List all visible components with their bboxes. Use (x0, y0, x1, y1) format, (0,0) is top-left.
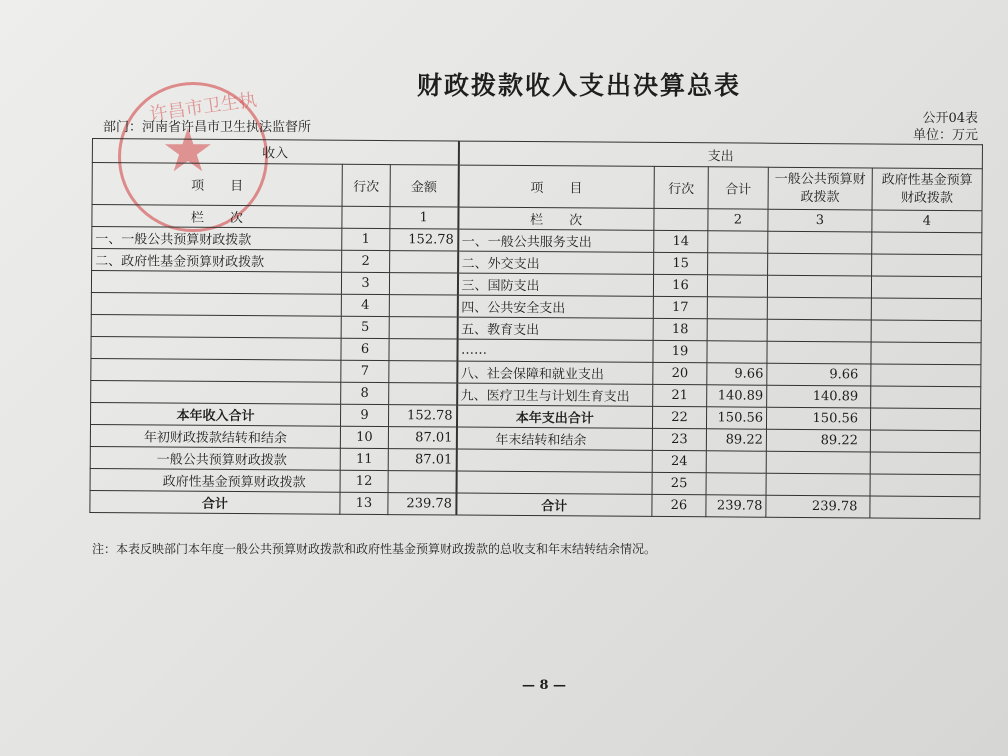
income-amount-cell: 239.78 (388, 493, 456, 515)
income-rowno-cell: 10 (340, 426, 388, 448)
general-budget-header: 一般公共预算财政拨款 (768, 167, 872, 210)
income-item-cell (91, 292, 341, 316)
gov-fund-cell (871, 320, 981, 343)
income-rowno-cell: 3 (341, 272, 389, 294)
expense-total-cell (707, 319, 767, 341)
expense-item-cell: …… (457, 339, 653, 362)
expense-item-cell: 八、社会保障和就业支出 (457, 361, 653, 384)
expense-rowno-cell: 22 (652, 406, 706, 428)
income-rowno-cell: 5 (341, 316, 389, 338)
expense-total-cell: 239.78 (706, 495, 766, 517)
income-rowno-cell: 12 (340, 470, 388, 492)
expense-rowno-cell: 26 (652, 494, 706, 516)
income-item-cell (91, 314, 341, 338)
gov-fund-cell (870, 430, 980, 453)
gov-fund-cell (872, 232, 982, 255)
income-amount-cell: 87.01 (388, 427, 456, 449)
expense-item-cell: 三、国防支出 (457, 273, 653, 296)
income-rowno-cell: 9 (340, 404, 388, 426)
income-amount-cell (389, 317, 457, 339)
income-amount-cell (389, 295, 457, 317)
department-label: 部门：河南省许昌市卫生执法监督所 (103, 120, 312, 135)
general-budget-cell (766, 451, 870, 474)
form-number: 公开04表 (922, 111, 978, 126)
general-budget-cell: 89.22 (766, 429, 870, 452)
expense-item-cell: 五、教育支出 (457, 317, 653, 340)
gov-fund-cell (870, 452, 980, 475)
income-item-cell: 一般公共预算财政拨款 (90, 446, 340, 470)
general-budget-cell (768, 231, 872, 254)
expense-rowno-cell: 21 (653, 384, 707, 406)
expense-item-cell: 合计 (456, 493, 652, 516)
income-item-header: 项 目 (92, 163, 342, 207)
gov-fund-cell (870, 496, 980, 519)
income-amount-header: 金额 (390, 165, 458, 207)
expense-item-cell: 本年支出合计 (456, 405, 652, 428)
income-rowno-cell: 2 (342, 250, 390, 272)
stamp-text: 许昌市卫生执 (148, 89, 259, 126)
page-title: 财政拨款收入支出决算总表 (416, 71, 741, 100)
income-header: 收入 (92, 139, 458, 166)
general-budget-cell (766, 473, 870, 496)
income-item-cell: 政府性基金预算财政拨款 (90, 468, 340, 492)
income-item-cell: 二、政府性基金预算财政拨款 (92, 249, 342, 273)
expense-item-cell (456, 449, 652, 472)
general-budget-cell (767, 341, 871, 364)
income-item-cell (91, 271, 341, 295)
expense-total-cell (708, 231, 768, 253)
footnote: 注：本表反映部门本年度一般公共预算财政拨款和政府性基金预算财政拨款的总收支和年末结转结余情况。 (92, 542, 657, 556)
budget-table (89, 138, 983, 519)
gov-fund-cell (870, 408, 980, 431)
income-amount-cell (389, 273, 457, 295)
general-budget-cell (767, 275, 871, 298)
expense-total-cell (706, 451, 766, 473)
general-budget-cell: 140.89 (767, 385, 871, 408)
income-item-cell (91, 358, 341, 382)
general-budget-cell (768, 253, 872, 276)
gov-fund-cell (870, 474, 980, 497)
expense-item-cell: 一、一般公共服务支出 (458, 229, 654, 252)
expense-item-cell: 四、公共安全支出 (457, 295, 653, 318)
expense-total-cell (707, 297, 767, 319)
expense-column-label: 栏 次 (458, 207, 654, 230)
income-item-cell (91, 336, 341, 360)
expense-rowno-cell: 16 (653, 274, 707, 296)
expense-rowno-cell: 20 (653, 362, 707, 384)
income-amount-cell (389, 361, 457, 383)
expense-header: 支出 (458, 141, 982, 169)
expense-item-cell: 年末结转和结余 (456, 427, 652, 450)
income-amount-cell (390, 251, 458, 273)
expense-total-cell: 89.22 (706, 429, 766, 451)
income-rowno-cell: 6 (341, 338, 389, 360)
star-icon: ★ (161, 116, 215, 186)
income-amount-cell (389, 339, 457, 361)
expense-total-cell: 140.89 (707, 385, 767, 407)
empty-cell (654, 208, 708, 230)
income-rowno-cell: 11 (340, 448, 388, 470)
income-rowno-cell: 13 (340, 492, 388, 514)
expense-total-cell (707, 341, 767, 363)
expense-item-cell: 九、医疗卫生与计划生育支出 (457, 383, 653, 406)
unit-label: 单位：万元 (912, 128, 978, 143)
income-rowno-header: 行次 (342, 164, 390, 206)
income-rowno-cell: 1 (342, 228, 390, 250)
income-amount-cell (389, 383, 457, 405)
form-info (913, 110, 978, 144)
expense-rowno-cell: 17 (653, 296, 707, 318)
expense-rowno-cell: 25 (652, 472, 706, 494)
expense-rowno-cell: 24 (652, 450, 706, 472)
income-rowno-cell: 7 (341, 360, 389, 382)
expense-rowno-cell: 15 (654, 252, 708, 274)
expense-rowno-cell: 23 (652, 428, 706, 450)
income-rowno-cell: 8 (341, 382, 389, 404)
income-item-cell: 本年收入合计 (90, 402, 340, 426)
income-item-cell (91, 380, 341, 404)
income-amount-cell: 152.78 (390, 229, 458, 251)
expense-rowno-cell: 19 (653, 340, 707, 362)
general-budget-cell (767, 319, 871, 342)
gov-fund-header: 政府性基金预算财政拨款 (872, 168, 982, 211)
gov-fund-cell (871, 342, 981, 365)
expense-item-cell: 二、外交支出 (458, 251, 654, 274)
income-amount-cell: 87.01 (388, 449, 456, 471)
expense-total-cell: 150.56 (706, 407, 766, 429)
general-budget-cell: 9.66 (767, 363, 871, 386)
expense-rowno-cell: 18 (653, 318, 707, 340)
gov-fund-cell (871, 386, 981, 409)
income-column-label: 栏 次 (92, 205, 342, 229)
expense-rowno-cell: 14 (654, 230, 708, 252)
income-rowno-cell: 4 (341, 294, 389, 316)
page-number: — 8 — (521, 678, 567, 693)
column-number-4: 4 (872, 210, 982, 233)
expense-total-header: 合计 (708, 167, 768, 209)
general-budget-cell: 150.56 (766, 407, 870, 430)
general-budget-cell (767, 297, 871, 320)
column-number-2: 2 (708, 209, 768, 231)
income-amount-cell: 152.78 (388, 405, 456, 427)
expense-rowno-header: 行次 (654, 166, 708, 208)
gov-fund-cell (871, 364, 981, 387)
empty-cell (342, 206, 390, 228)
expense-total-cell: 9.66 (707, 363, 767, 385)
column-number-1: 1 (390, 207, 458, 229)
income-amount-cell (388, 471, 456, 493)
expense-total-cell (706, 473, 766, 495)
expense-total-cell (707, 275, 767, 297)
expense-total-cell (708, 253, 768, 275)
income-item-cell: 一、一般公共预算财政拨款 (92, 227, 342, 251)
income-item-cell: 年初财政拨款结转和结余 (90, 424, 340, 448)
gov-fund-cell (871, 298, 981, 321)
column-number-3: 3 (768, 209, 872, 232)
income-item-cell: 合计 (90, 490, 340, 514)
expense-item-header: 项 目 (458, 165, 654, 208)
gov-fund-cell (872, 254, 982, 277)
gov-fund-cell (871, 276, 981, 299)
expense-item-cell (456, 471, 652, 494)
general-budget-cell: 239.78 (766, 495, 870, 518)
